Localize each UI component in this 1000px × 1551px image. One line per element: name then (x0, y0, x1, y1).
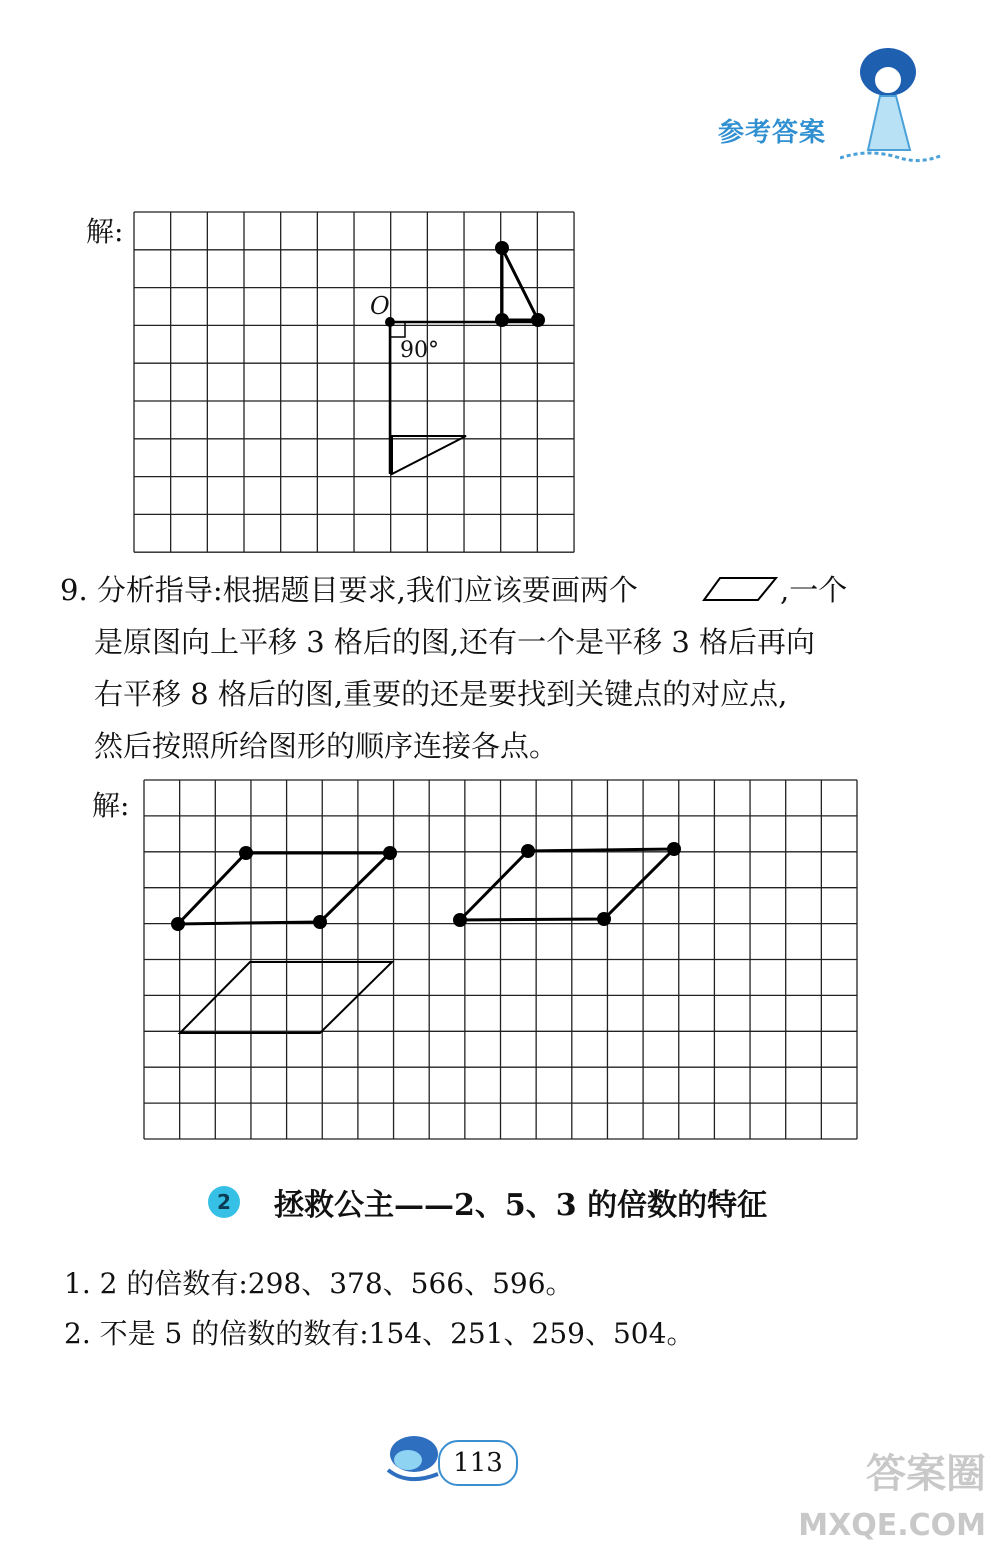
q9-line-3: 右平移 8 格后的图,重要的还是要找到关键点的对应点, (94, 677, 788, 711)
point (597, 912, 611, 926)
translated-parallelogram-right (460, 849, 674, 920)
section-number-badge: 2 (208, 1186, 240, 1218)
watermark-brand: 答案圈 (866, 1451, 986, 1497)
point (239, 846, 253, 860)
header-title: 参考答案 (718, 118, 827, 148)
point (521, 844, 535, 858)
point (667, 842, 681, 856)
answer-2: 2. 不是 5 的倍数的数有:154、251、259、504。 (64, 1317, 695, 1350)
solution-label-2: 解: (92, 789, 130, 822)
page-number: 113 (438, 1440, 518, 1486)
point-o-label: O (370, 292, 390, 320)
point (453, 913, 467, 927)
q9-line-1: 9. 分析指导:根据题目要求,我们应该要画两个 (60, 573, 638, 607)
point (313, 915, 327, 929)
q9-line-4: 然后按照所给图形的顺序连接各点。 (94, 729, 559, 763)
point (383, 846, 397, 860)
watermark-url: MXQE.COM (798, 1508, 986, 1543)
solution-label-1: 解: (86, 215, 124, 248)
q9-line-1-tail: ,一个 (780, 573, 848, 607)
answer-1: 1. 2 的倍数有:298、378、566、596。 (64, 1267, 574, 1300)
angle-label: 90° (400, 338, 439, 363)
q9-line-2: 是原图向上平移 3 格后的图,还有一个是平移 3 格后再向 (94, 625, 815, 659)
point (171, 917, 185, 931)
section-title: 拯救公主——2、5、3 的倍数的特征 (274, 1188, 768, 1223)
